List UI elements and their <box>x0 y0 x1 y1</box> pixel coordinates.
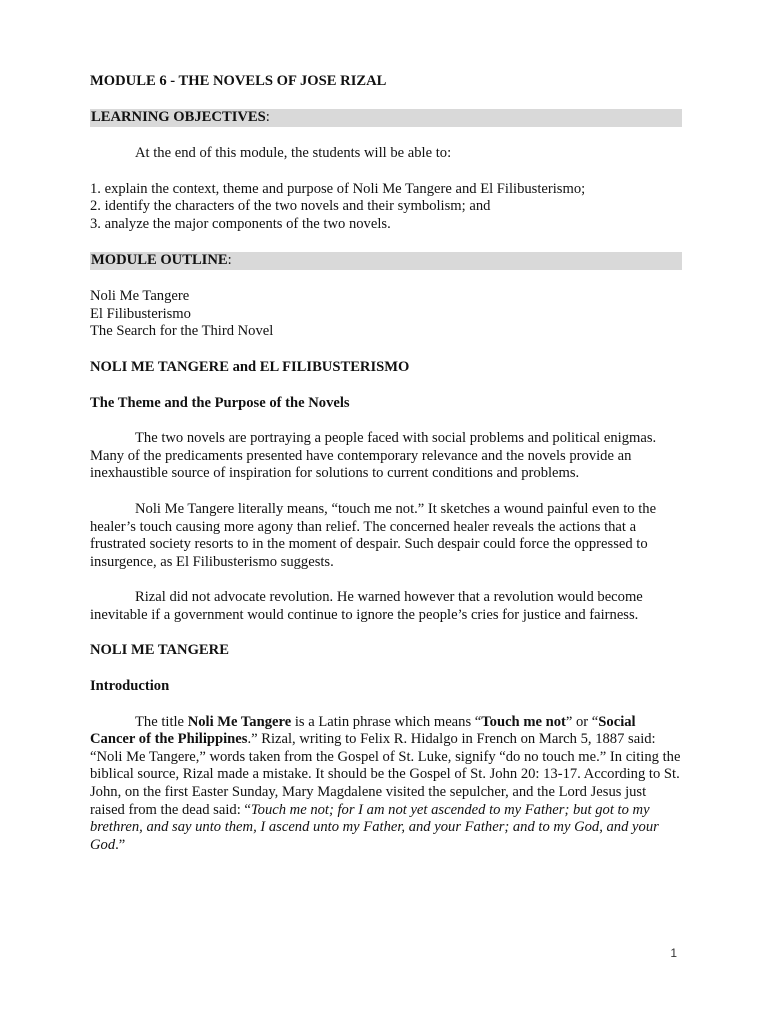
document-page <box>90 73 682 854</box>
section-heading-novels: NOLI ME TANGERE and EL FILIBUSTERISMO <box>90 358 410 375</box>
subheading-theme-purpose: The Theme and the Purpose of the Novels <box>90 394 350 411</box>
module-title: MODULE 6 - THE NOVELS OF JOSE RIZAL <box>90 73 387 89</box>
objectives-list <box>90 181 682 234</box>
paragraph-touch-me-not: Noli Me Tangere literally means, “touch me not.” It sketches a wound painful even to the healer’s touch causing more agony than relief. The concerned healer reveals the actions that a frustrated society resorts to in the moment of despair. Such despair could force the oppressed to insurgence, as El Filibusterismo suggests. <box>90 500 657 570</box>
subheading-introduction: Introduction <box>90 678 170 695</box>
intro-text: ” or “ <box>565 713 599 730</box>
intro-text: The title <box>135 713 188 730</box>
intro-text: .” Rizal, writing to Felix R. Hidalgo in French on March 5, 1887 said: “Noli Me Tangere,” words taken from the Gospel of St. Luke, signify “do no touch me.” In citing the biblical source, Rizal made a mistake. It should be the Gospel of St. John 20: 13-17. According to St. John, on the first Easter Sunday, Mary Magdalene visited the sepulcher, and the Lord Jesus just raised from the dead said: “ <box>90 731 681 818</box>
outline-item: El Filibusterismo <box>90 305 191 322</box>
objective-item: 1. explain the context, theme and purpose of Noli Me Tangere and El Filibusterismo; <box>90 180 586 197</box>
module-outline-colon: : <box>227 251 232 268</box>
outline-item: Noli Me Tangere <box>90 288 190 305</box>
outline-item: The Search for the Third Novel <box>90 323 274 340</box>
paragraph-introduction <box>90 714 682 855</box>
objective-item: 3. analyze the major components of the two novels. <box>90 215 391 232</box>
learning-objectives-heading <box>90 109 682 128</box>
intro-italic-quote: Touch me not; for I am not yet ascended to my Father; but got to my brethren, and say unto them, I ascend unto my Father, and your Father; and to my God, and your God <box>90 801 659 853</box>
intro-text: is a Latin phrase which means “ <box>291 713 482 730</box>
outline-list <box>90 288 682 341</box>
learning-objectives-colon: : <box>265 108 270 125</box>
objectives-intro: At the end of this module, the students will be able to: <box>135 145 452 162</box>
intro-bold-social-cancer: Social Cancer of the Philippines <box>90 713 636 748</box>
paragraph-revolution: Rizal did not advocate revolution. He warned however that a revolution would become inevitable if a government would continue to ignore the people’s cries for justice and fairness. <box>90 589 643 623</box>
intro-bold-meaning: Touch me not <box>481 713 566 730</box>
page-number: 1 <box>670 946 677 960</box>
module-outline-heading <box>90 252 682 271</box>
paragraph-theme: The two novels are portraying a people faced with social problems and political enigmas. Many of the predicaments presented have contemporary relevance and the novels provide an inexhaustible source of inspiration for solutions to current conditions and problems. <box>90 430 657 482</box>
module-outline-label: MODULE OUTLINE <box>91 251 228 268</box>
objective-item: 2. identify the characters of the two novels and their symbolism; and <box>90 198 491 215</box>
intro-text: .” <box>115 836 126 853</box>
learning-objectives-label: LEARNING OBJECTIVES <box>91 108 266 125</box>
section-heading-noli: NOLI ME TANGERE <box>90 642 229 659</box>
intro-bold-title: Noli Me Tangere <box>187 713 292 730</box>
